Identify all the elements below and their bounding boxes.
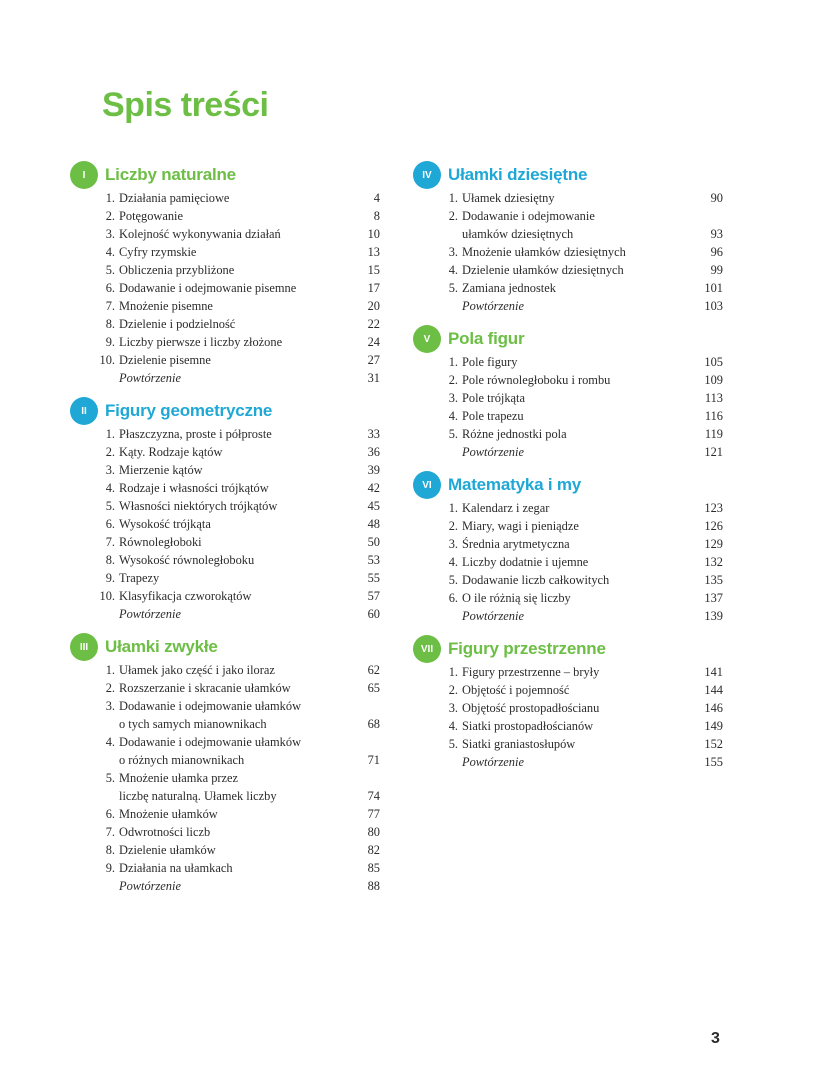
toc-entry[interactable] xyxy=(70,425,380,443)
chapter-number-badge: VI xyxy=(413,471,441,499)
section-heading xyxy=(413,326,723,352)
entry-title-continued: ułamków dziesiętnych xyxy=(462,227,574,241)
toc-entry-line2[interactable] xyxy=(70,715,380,733)
entry-page: 129 xyxy=(704,537,723,551)
entry-title: Mnożenie ułamka przez xyxy=(119,771,239,785)
entry-number: 7. xyxy=(105,825,115,839)
entry-title: O ile różnią się liczby xyxy=(462,591,571,605)
review-title: Powtórzenie xyxy=(462,299,524,313)
toc-entry[interactable] xyxy=(70,515,380,533)
entry-number: 2. xyxy=(448,683,458,697)
entry-title: Ułamek dziesiętny xyxy=(462,191,555,205)
toc-entry-line2[interactable] xyxy=(70,787,380,805)
entry-title: Pole figury xyxy=(462,355,518,369)
toc-entry[interactable] xyxy=(413,261,723,279)
chapter-title[interactable]: Figury geometryczne xyxy=(105,401,273,420)
entry-number: 5. xyxy=(105,263,115,277)
toc-entry-review[interactable] xyxy=(70,605,380,623)
entry-number: 10. xyxy=(99,589,115,603)
entry-title: Wysokość równoległoboku xyxy=(119,553,255,567)
entry-page: 31 xyxy=(367,371,380,385)
entry-title: Pole równoległoboku i rombu xyxy=(462,373,611,387)
chapter-number-badge: V xyxy=(413,325,441,353)
entry-number: 9. xyxy=(105,335,115,349)
entry-title: Odwrotności liczb xyxy=(119,825,211,839)
entry-title: Klasyfikacja czworokątów xyxy=(119,589,252,603)
entry-page: 71 xyxy=(367,753,380,767)
section-heading xyxy=(70,162,380,188)
toc-entry[interactable] xyxy=(413,407,723,425)
entry-page: 4 xyxy=(373,191,380,205)
chapter-title[interactable]: Ułamki zwykłe xyxy=(105,637,218,656)
entry-title: Mnożenie pisemne xyxy=(119,299,213,313)
entry-number: 2. xyxy=(105,445,115,459)
review-title: Powtórzenie xyxy=(462,755,524,769)
entry-number: 9. xyxy=(105,861,115,875)
entry-page: 8 xyxy=(373,209,380,223)
toc-entry[interactable] xyxy=(413,499,723,517)
entry-title: Rodzaje i własności trójkątów xyxy=(119,481,269,495)
toc-entry[interactable] xyxy=(70,661,380,679)
chapter-item-list xyxy=(413,353,723,461)
toc-entry[interactable] xyxy=(70,841,380,859)
toc-entry[interactable] xyxy=(70,569,380,587)
entry-page: 126 xyxy=(704,519,723,533)
entry-number: 2. xyxy=(448,519,458,533)
entry-number: 9. xyxy=(105,571,115,585)
toc-column-left xyxy=(70,162,380,895)
entry-title: Rozszerzanie i skracanie ułamków xyxy=(119,681,291,695)
toc-entry-line1[interactable] xyxy=(70,697,380,715)
entry-title: Siatki graniastosłupów xyxy=(462,737,576,751)
entry-number: 4. xyxy=(448,263,458,277)
entry-number: 4. xyxy=(105,481,115,495)
entry-number: 10. xyxy=(99,353,115,367)
entry-number: 2. xyxy=(105,681,115,695)
chapter-number-badge: VII xyxy=(413,635,441,663)
toc-entry[interactable] xyxy=(70,551,380,569)
section-heading xyxy=(413,162,723,188)
chapter-item-list xyxy=(413,499,723,625)
review-title: Powtórzenie xyxy=(119,879,181,893)
entry-title: Dodawanie liczb całkowitych xyxy=(462,573,610,587)
chapter-number-badge: II xyxy=(70,397,98,425)
entry-page: 60 xyxy=(367,607,380,621)
entry-title: Mierzenie kątów xyxy=(119,463,203,477)
toc-entry[interactable] xyxy=(70,587,380,605)
toc-entry[interactable] xyxy=(70,315,380,333)
entry-title-continued: o tych samych mianownikach xyxy=(119,717,267,731)
entry-number: 4. xyxy=(448,555,458,569)
entry-number: 1. xyxy=(105,191,115,205)
toc-entry-review[interactable] xyxy=(70,877,380,895)
review-title: Powtórzenie xyxy=(462,445,524,459)
entry-number: 1. xyxy=(105,427,115,441)
entry-number: 1. xyxy=(448,191,458,205)
toc-entry[interactable] xyxy=(70,823,380,841)
entry-page: 24 xyxy=(367,335,380,349)
entry-title: Pole trapezu xyxy=(462,409,524,423)
entry-page: 57 xyxy=(367,589,380,603)
toc-entry[interactable] xyxy=(70,261,380,279)
toc-entry[interactable] xyxy=(413,681,723,699)
entry-page: 27 xyxy=(367,353,380,367)
entry-title: Mnożenie ułamków xyxy=(119,807,218,821)
entry-page: 82 xyxy=(367,843,380,857)
entry-number: 5. xyxy=(105,499,115,513)
chapter-title[interactable]: Pola figur xyxy=(448,329,525,348)
entry-page: 149 xyxy=(704,719,723,733)
entry-number: 2. xyxy=(448,209,458,223)
entry-title-continued: o różnych mianownikach xyxy=(119,753,245,767)
toc-entry[interactable] xyxy=(70,351,380,369)
entry-page: 65 xyxy=(367,681,380,695)
entry-number: 1. xyxy=(448,501,458,515)
toc-entry[interactable] xyxy=(70,297,380,315)
entry-title: Objętość prostopadłościanu xyxy=(462,701,600,715)
toc-entry[interactable] xyxy=(413,279,723,297)
page-number: 3 xyxy=(711,1030,720,1047)
entry-title: Dzielenie i podzielność xyxy=(119,317,236,331)
toc-entry[interactable] xyxy=(413,425,723,443)
toc-entry[interactable] xyxy=(70,333,380,351)
entry-title: Cyfry rzymskie xyxy=(119,245,197,259)
toc-entry-line1[interactable] xyxy=(70,733,380,751)
entry-page: 109 xyxy=(704,373,723,387)
entry-page: 20 xyxy=(367,299,380,313)
chapter-item-list xyxy=(413,189,723,315)
entry-number: 3. xyxy=(105,227,115,241)
entry-number: 5. xyxy=(448,573,458,587)
section-heading xyxy=(413,636,723,662)
entry-title: Miary, wagi i pieniądze xyxy=(462,519,579,533)
toc-entry[interactable] xyxy=(413,571,723,589)
chapter-number-badge: IV xyxy=(413,161,441,189)
entry-page: 121 xyxy=(704,445,723,459)
toc-entry[interactable] xyxy=(70,225,380,243)
entry-title-continued: liczbę naturalną. Ułamek liczby xyxy=(119,789,277,803)
entry-page: 139 xyxy=(704,609,723,623)
entry-page: 93 xyxy=(710,227,723,241)
entry-title: Zamiana jednostek xyxy=(462,281,556,295)
entry-page: 68 xyxy=(367,717,380,731)
toc-section xyxy=(70,634,380,895)
toc-section xyxy=(413,636,723,771)
entry-number: 4. xyxy=(105,735,115,749)
toc-entry[interactable] xyxy=(70,859,380,877)
toc-entry-review[interactable] xyxy=(413,443,723,461)
entry-title: Dzielenie ułamków xyxy=(119,843,216,857)
entry-page: 36 xyxy=(367,445,380,459)
entry-number: 8. xyxy=(105,843,115,857)
entry-title: Objętość i pojemność xyxy=(462,683,570,697)
entry-page: 113 xyxy=(704,391,723,405)
entry-page: 50 xyxy=(367,535,380,549)
entry-page: 13 xyxy=(367,245,380,259)
entry-number: 6. xyxy=(105,281,115,295)
toc-entry[interactable] xyxy=(70,533,380,551)
entry-title: Siatki prostopadłościanów xyxy=(462,719,594,733)
toc-entry[interactable] xyxy=(70,443,380,461)
toc-column-right xyxy=(413,162,723,771)
entry-title: Kalendarz i zegar xyxy=(462,501,550,515)
entry-title: Dzielenie ułamków dziesiętnych xyxy=(462,263,624,277)
toc-entry-review[interactable] xyxy=(70,369,380,387)
entry-title: Równoległoboki xyxy=(119,535,202,549)
entry-page: 77 xyxy=(367,807,380,821)
entry-page: 155 xyxy=(704,755,723,769)
entry-page: 45 xyxy=(367,499,380,513)
entry-number: 3. xyxy=(448,537,458,551)
chapter-title[interactable]: Ułamki dziesiętne xyxy=(448,165,588,184)
entry-number: 3. xyxy=(105,463,115,477)
entry-page: 96 xyxy=(710,245,723,259)
entry-page: 42 xyxy=(367,481,380,495)
entry-page: 88 xyxy=(367,879,380,893)
chapter-number-badge: III xyxy=(70,633,98,661)
entry-page: 105 xyxy=(704,355,723,369)
entry-number: 5. xyxy=(448,281,458,295)
toc-entry-review[interactable] xyxy=(413,753,723,771)
entry-number: 6. xyxy=(105,517,115,531)
entry-page: 17 xyxy=(367,281,380,295)
entry-number: 8. xyxy=(105,553,115,567)
toc-entry[interactable] xyxy=(413,189,723,207)
toc-entry[interactable] xyxy=(413,517,723,535)
toc-entry[interactable] xyxy=(70,679,380,697)
entry-page: 135 xyxy=(704,573,723,587)
chapter-title[interactable]: Matematyka i my xyxy=(448,475,582,494)
entry-page: 10 xyxy=(367,227,380,241)
toc-entry-review[interactable] xyxy=(413,297,723,315)
entry-number: 4. xyxy=(448,719,458,733)
toc-entry[interactable] xyxy=(413,371,723,389)
entry-title: Płaszczyzna, proste i półproste xyxy=(119,427,272,441)
section-heading xyxy=(70,634,380,660)
entry-title: Kąty. Rodzaje kątów xyxy=(119,445,223,459)
entry-page: 123 xyxy=(704,501,723,515)
entry-number: 6. xyxy=(105,807,115,821)
entry-title: Obliczenia przybliżone xyxy=(119,263,235,277)
toc-section xyxy=(413,472,723,625)
entry-number: 4. xyxy=(448,409,458,423)
entry-page: 62 xyxy=(367,663,380,677)
toc-entry[interactable] xyxy=(413,353,723,371)
entry-page: 15 xyxy=(367,263,380,277)
entry-page: 119 xyxy=(704,427,723,441)
toc-entry[interactable] xyxy=(413,389,723,407)
entry-page: 80 xyxy=(367,825,380,839)
entry-page: 90 xyxy=(710,191,723,205)
chapter-item-list xyxy=(70,425,380,623)
entry-number: 5. xyxy=(448,737,458,751)
toc-entry[interactable] xyxy=(70,279,380,297)
entry-page: 116 xyxy=(704,409,723,423)
entry-number: 3. xyxy=(448,391,458,405)
toc-entry-line1[interactable] xyxy=(70,769,380,787)
entry-title: Różne jednostki pola xyxy=(462,427,567,441)
entry-title: Potęgowanie xyxy=(119,209,184,223)
entry-number: 3. xyxy=(448,245,458,259)
toc-section xyxy=(70,398,380,623)
entry-page: 103 xyxy=(704,299,723,313)
entry-number: 1. xyxy=(448,355,458,369)
entry-number: 4. xyxy=(105,245,115,259)
entry-title: Pole trójkąta xyxy=(462,391,525,405)
entry-number: 6. xyxy=(448,591,458,605)
entry-title: Działania na ułamkach xyxy=(119,861,233,875)
toc-entry[interactable] xyxy=(70,243,380,261)
toc-entry[interactable] xyxy=(70,189,380,207)
toc-entry[interactable] xyxy=(413,663,723,681)
entry-title: Własności niektórych trójkątów xyxy=(119,499,278,513)
toc-entry-line2[interactable] xyxy=(70,751,380,769)
entry-page: 53 xyxy=(367,553,380,567)
review-title: Powtórzenie xyxy=(119,371,181,385)
entry-number: 7. xyxy=(105,299,115,313)
entry-page: 22 xyxy=(367,317,380,331)
entry-title: Dodawanie i odejmowanie xyxy=(462,209,595,223)
toc-entry[interactable] xyxy=(413,589,723,607)
page-title: Spis treści xyxy=(102,86,269,124)
toc-section xyxy=(413,326,723,461)
entry-title: Kolejność wykonywania działań xyxy=(119,227,281,241)
entry-title: Liczby dodatnie i ujemne xyxy=(462,555,589,569)
entry-page: 99 xyxy=(710,263,723,277)
toc-entry-line2[interactable] xyxy=(413,225,723,243)
toc-entry[interactable] xyxy=(70,207,380,225)
entry-number: 1. xyxy=(448,665,458,679)
toc-entry[interactable] xyxy=(413,243,723,261)
toc-entry[interactable] xyxy=(70,461,380,479)
toc-entry[interactable] xyxy=(413,735,723,753)
entry-page: 144 xyxy=(704,683,723,697)
toc-entry[interactable] xyxy=(70,805,380,823)
review-title: Powtórzenie xyxy=(462,609,524,623)
entry-number: 3. xyxy=(448,701,458,715)
entry-page: 141 xyxy=(704,665,723,679)
entry-title: Mnożenie ułamków dziesiętnych xyxy=(462,245,626,259)
toc-entry[interactable] xyxy=(70,479,380,497)
section-heading xyxy=(70,398,380,424)
toc-section xyxy=(70,162,380,387)
toc-entry[interactable] xyxy=(413,699,723,717)
entry-title: Trapezy xyxy=(119,571,160,585)
entry-page: 146 xyxy=(704,701,723,715)
entry-page: 85 xyxy=(367,861,380,875)
review-title: Powtórzenie xyxy=(119,607,181,621)
toc-entry[interactable] xyxy=(70,497,380,515)
chapter-title[interactable]: Figury przestrzenne xyxy=(448,639,606,658)
entry-number: 5. xyxy=(105,771,115,785)
entry-page: 33 xyxy=(367,427,380,441)
entry-title: Średnia arytmetyczna xyxy=(462,537,570,551)
entry-title: Dodawanie i odejmowanie pisemne xyxy=(119,281,297,295)
chapter-number-badge: I xyxy=(70,161,98,189)
entry-title: Liczby pierwsze i liczby złożone xyxy=(119,335,283,349)
entry-page: 39 xyxy=(367,463,380,477)
chapter-title[interactable]: Liczby naturalne xyxy=(105,165,236,184)
entry-page: 101 xyxy=(704,281,723,295)
entry-title: Wysokość trójkąta xyxy=(119,517,211,531)
entry-page: 74 xyxy=(367,789,380,803)
toc-entry[interactable] xyxy=(413,535,723,553)
chapter-item-list xyxy=(70,189,380,387)
entry-number: 8. xyxy=(105,317,115,331)
chapter-item-list xyxy=(70,661,380,895)
entry-title: Ułamek jako część i jako iloraz xyxy=(119,663,275,677)
entry-number: 1. xyxy=(105,663,115,677)
entry-number: 5. xyxy=(448,427,458,441)
toc-entry[interactable] xyxy=(413,553,723,571)
entry-page: 48 xyxy=(367,517,380,531)
entry-page: 137 xyxy=(704,591,723,605)
entry-title: Dodawanie i odejmowanie ułamków xyxy=(119,699,302,713)
entry-title: Dzielenie pisemne xyxy=(119,353,211,367)
entry-title: Figury przestrzenne – bryły xyxy=(462,665,600,679)
entry-number: 2. xyxy=(448,373,458,387)
entry-title: Dodawanie i odejmowanie ułamków xyxy=(119,735,302,749)
entry-number: 7. xyxy=(105,535,115,549)
entry-number: 3. xyxy=(105,699,115,713)
entry-title: Działania pamięciowe xyxy=(119,191,230,205)
entry-page: 55 xyxy=(367,571,380,585)
toc-entry-line1[interactable] xyxy=(413,207,723,225)
toc-section xyxy=(413,162,723,315)
toc-entry-review[interactable] xyxy=(413,607,723,625)
chapter-item-list xyxy=(413,663,723,771)
entry-number: 2. xyxy=(105,209,115,223)
toc-entry[interactable] xyxy=(413,717,723,735)
section-heading xyxy=(413,472,723,498)
entry-page: 152 xyxy=(704,737,723,751)
entry-page: 132 xyxy=(704,555,723,569)
